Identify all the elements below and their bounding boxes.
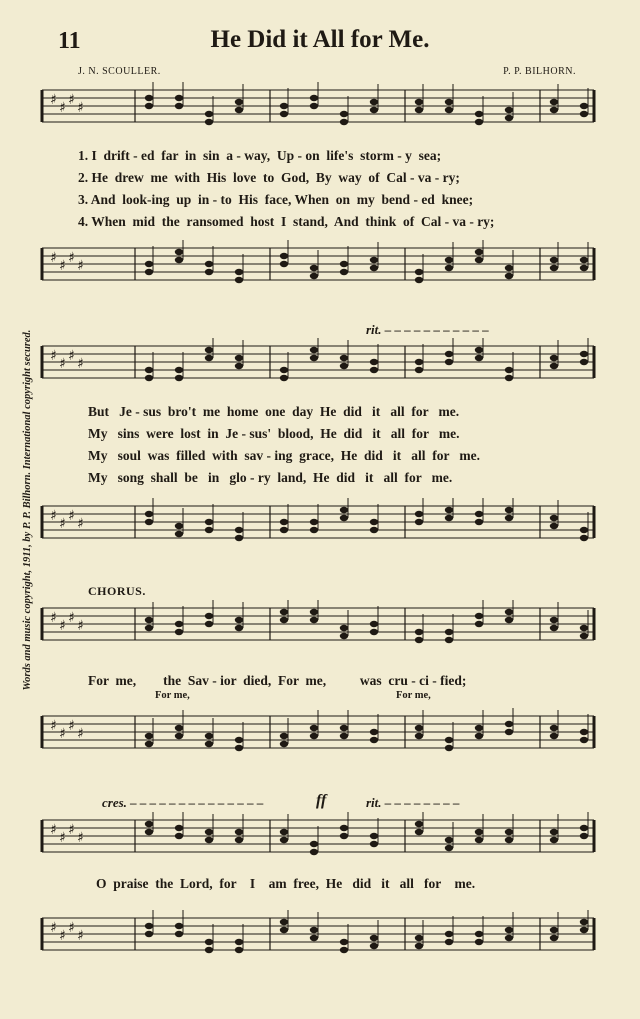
note-head bbox=[415, 943, 423, 949]
note-head bbox=[280, 103, 288, 109]
sharp-sign: ♯ bbox=[68, 822, 75, 838]
note-head bbox=[310, 347, 318, 353]
note-head bbox=[145, 821, 153, 827]
sharp-sign: ♯ bbox=[77, 830, 84, 846]
note-head bbox=[145, 923, 153, 929]
sharp-sign: ♯ bbox=[77, 516, 84, 532]
note-head bbox=[550, 257, 558, 263]
note-head bbox=[280, 919, 288, 925]
note-head bbox=[235, 107, 243, 113]
note-head bbox=[340, 825, 348, 831]
cres-marking: cres. – – – – – – – – – – – – – – bbox=[102, 795, 264, 810]
sharp-sign: ♯ bbox=[68, 718, 75, 734]
note-head bbox=[340, 633, 348, 639]
note-head bbox=[505, 107, 513, 113]
note-head bbox=[235, 527, 243, 533]
note-head bbox=[580, 265, 588, 271]
note-head bbox=[175, 103, 183, 109]
note-head bbox=[475, 355, 483, 361]
note-head bbox=[415, 269, 423, 275]
sharp-sign: ♯ bbox=[59, 100, 66, 116]
note-head bbox=[550, 927, 558, 933]
note-head bbox=[475, 511, 483, 517]
note-head bbox=[505, 729, 513, 735]
note-head bbox=[505, 935, 513, 941]
sharp-sign: ♯ bbox=[59, 928, 66, 944]
note-head bbox=[175, 95, 183, 101]
note-head bbox=[580, 729, 588, 735]
note-head bbox=[205, 261, 213, 267]
note-head bbox=[475, 837, 483, 843]
note-head bbox=[340, 625, 348, 631]
note-head bbox=[205, 613, 213, 619]
note-head bbox=[175, 833, 183, 839]
sharp-sign: ♯ bbox=[77, 258, 84, 274]
note-head bbox=[310, 519, 318, 525]
final-line: O praise the Lord, for I am free, He did it all for me. bbox=[96, 876, 476, 891]
note-head bbox=[145, 103, 153, 109]
note-head bbox=[175, 249, 183, 255]
note-head bbox=[475, 519, 483, 525]
note-head bbox=[505, 115, 513, 121]
note-head bbox=[145, 367, 153, 373]
sharp-sign: ♯ bbox=[50, 348, 57, 364]
note-head bbox=[550, 99, 558, 105]
note-head bbox=[280, 261, 288, 267]
staff-bass-3 bbox=[40, 708, 596, 764]
chorus-echo-1: For me, bbox=[155, 690, 190, 701]
note-head bbox=[310, 849, 318, 855]
note-head bbox=[415, 733, 423, 739]
note-head bbox=[370, 107, 378, 113]
copyright-notice: Words and music copyright, 1911, by P. P. Bilhorn. International copyright secured. bbox=[22, 329, 33, 691]
note-head bbox=[445, 637, 453, 643]
note-head bbox=[415, 511, 423, 517]
note-head bbox=[310, 265, 318, 271]
note-head bbox=[235, 947, 243, 953]
note-head bbox=[505, 367, 513, 373]
note-head bbox=[550, 837, 558, 843]
note-head bbox=[415, 107, 423, 113]
note-head bbox=[235, 363, 243, 369]
note-head bbox=[445, 99, 453, 105]
note-head bbox=[415, 821, 423, 827]
note-head bbox=[310, 935, 318, 941]
note-head bbox=[580, 625, 588, 631]
verse-line-3: 3. And look-ing up in - to His face, When on my bend - ed knee; bbox=[78, 192, 474, 207]
note-head bbox=[340, 733, 348, 739]
note-head bbox=[175, 825, 183, 831]
note-head bbox=[550, 355, 558, 361]
sharp-sign: ♯ bbox=[59, 830, 66, 846]
staff-treble-1 bbox=[40, 82, 596, 138]
note-head bbox=[145, 741, 153, 747]
note-head bbox=[280, 253, 288, 259]
hymn-title: He Did it All for Me. bbox=[210, 26, 430, 53]
note-head bbox=[580, 633, 588, 639]
note-head bbox=[205, 347, 213, 353]
note-head bbox=[280, 375, 288, 381]
note-head bbox=[280, 927, 288, 933]
note-head bbox=[550, 265, 558, 271]
note-head bbox=[175, 367, 183, 373]
note-head bbox=[310, 95, 318, 101]
staff-bass-2 bbox=[40, 498, 596, 554]
note-head bbox=[505, 837, 513, 843]
note-head bbox=[175, 621, 183, 627]
rit-marking: rit. – – – – – – – – – – – bbox=[366, 322, 489, 337]
note-head bbox=[340, 363, 348, 369]
note-head bbox=[475, 249, 483, 255]
note-head bbox=[145, 617, 153, 623]
note-head bbox=[445, 745, 453, 751]
note-head bbox=[445, 107, 453, 113]
sharp-sign: ♯ bbox=[50, 610, 57, 626]
lyricist-credit: J. N. SCOULLER. bbox=[78, 66, 161, 77]
note-head bbox=[475, 257, 483, 263]
note-head bbox=[235, 737, 243, 743]
note-head bbox=[475, 939, 483, 945]
chorus-line: For me, the Sav - ior died, For me, was cru - ci - fied; bbox=[88, 673, 467, 688]
note-head bbox=[475, 725, 483, 731]
refrain-line-4: My song shall be in glo - ry land, He did it all for me. bbox=[88, 470, 453, 485]
note-head bbox=[445, 837, 453, 843]
note-head bbox=[580, 359, 588, 365]
note-head bbox=[445, 931, 453, 937]
sharp-sign: ♯ bbox=[68, 348, 75, 364]
sharp-sign: ♯ bbox=[68, 250, 75, 266]
note-head bbox=[340, 833, 348, 839]
note-head bbox=[550, 515, 558, 521]
note-head bbox=[340, 119, 348, 125]
note-head bbox=[175, 931, 183, 937]
sharp-sign: ♯ bbox=[50, 92, 57, 108]
note-head bbox=[580, 833, 588, 839]
note-head bbox=[145, 261, 153, 267]
note-head bbox=[145, 269, 153, 275]
note-head bbox=[370, 359, 378, 365]
note-head bbox=[280, 837, 288, 843]
note-head bbox=[445, 351, 453, 357]
note-head bbox=[280, 519, 288, 525]
note-head bbox=[310, 927, 318, 933]
note-head bbox=[310, 103, 318, 109]
sharp-sign: ♯ bbox=[68, 610, 75, 626]
note-head bbox=[580, 103, 588, 109]
ff-marking: ff bbox=[316, 792, 327, 809]
note-head bbox=[175, 733, 183, 739]
note-head bbox=[505, 273, 513, 279]
sharp-sign: ♯ bbox=[68, 508, 75, 524]
note-head bbox=[175, 523, 183, 529]
note-head bbox=[175, 629, 183, 635]
note-head bbox=[235, 617, 243, 623]
note-head bbox=[145, 931, 153, 937]
note-head bbox=[415, 519, 423, 525]
note-head bbox=[175, 375, 183, 381]
sharp-sign: ♯ bbox=[59, 726, 66, 742]
note-head bbox=[175, 531, 183, 537]
note-head bbox=[370, 833, 378, 839]
sharp-sign: ♯ bbox=[50, 250, 57, 266]
note-head bbox=[550, 625, 558, 631]
note-head bbox=[235, 535, 243, 541]
note-head bbox=[415, 359, 423, 365]
note-head bbox=[370, 265, 378, 271]
note-head bbox=[505, 927, 513, 933]
note-head bbox=[235, 625, 243, 631]
note-head bbox=[445, 939, 453, 945]
staff-treble-2 bbox=[40, 338, 596, 394]
note-head bbox=[550, 733, 558, 739]
note-head bbox=[145, 733, 153, 739]
note-head bbox=[175, 725, 183, 731]
note-head bbox=[445, 845, 453, 851]
note-head bbox=[475, 347, 483, 353]
note-head bbox=[415, 367, 423, 373]
note-head bbox=[280, 741, 288, 747]
note-head bbox=[340, 507, 348, 513]
note-head bbox=[145, 625, 153, 631]
note-head bbox=[415, 637, 423, 643]
note-head bbox=[415, 725, 423, 731]
note-head bbox=[205, 111, 213, 117]
note-head bbox=[415, 629, 423, 635]
note-head bbox=[580, 825, 588, 831]
note-head bbox=[415, 829, 423, 835]
composer-credit: P. P. BILHORN. bbox=[503, 66, 576, 77]
note-head bbox=[370, 841, 378, 847]
note-head bbox=[205, 741, 213, 747]
note-head bbox=[205, 269, 213, 275]
note-head bbox=[370, 935, 378, 941]
note-head bbox=[205, 733, 213, 739]
hymn-number: 11 bbox=[58, 28, 81, 54]
sharp-sign: ♯ bbox=[68, 920, 75, 936]
note-head bbox=[205, 519, 213, 525]
note-head bbox=[580, 919, 588, 925]
note-head bbox=[550, 363, 558, 369]
sharp-sign: ♯ bbox=[77, 100, 84, 116]
note-head bbox=[310, 609, 318, 615]
note-head bbox=[145, 511, 153, 517]
note-head bbox=[370, 729, 378, 735]
note-head bbox=[205, 527, 213, 533]
note-head bbox=[445, 265, 453, 271]
note-head bbox=[580, 535, 588, 541]
note-head bbox=[340, 725, 348, 731]
note-head bbox=[505, 617, 513, 623]
verse-line-4: 4. When mid the ransomed host I stand, And think of Cal - va - ry; bbox=[78, 214, 495, 229]
note-head bbox=[370, 943, 378, 949]
note-head bbox=[580, 527, 588, 533]
note-head bbox=[370, 99, 378, 105]
note-head bbox=[340, 939, 348, 945]
note-head bbox=[445, 737, 453, 743]
note-head bbox=[280, 367, 288, 373]
note-head bbox=[550, 107, 558, 113]
staff-bass-4 bbox=[40, 910, 596, 966]
staff-treble-3 bbox=[40, 600, 596, 656]
note-head bbox=[580, 111, 588, 117]
sharp-sign: ♯ bbox=[59, 516, 66, 532]
note-head bbox=[370, 257, 378, 263]
note-head bbox=[205, 939, 213, 945]
note-head bbox=[205, 829, 213, 835]
note-head bbox=[475, 733, 483, 739]
note-head bbox=[145, 519, 153, 525]
note-head bbox=[310, 273, 318, 279]
note-head bbox=[475, 829, 483, 835]
chorus-echo-2: For me, bbox=[396, 690, 431, 701]
note-head bbox=[475, 931, 483, 937]
note-head bbox=[340, 515, 348, 521]
note-head bbox=[235, 837, 243, 843]
refrain-line-3: My soul was filled with sav - ing grace, He did it all for me. bbox=[88, 448, 480, 463]
verse-line-1: 1. I drift - ed far in sin a - way, Up - on life's storm - y sea; bbox=[78, 148, 442, 163]
note-head bbox=[340, 355, 348, 361]
note-head bbox=[310, 841, 318, 847]
note-head bbox=[310, 355, 318, 361]
note-head bbox=[475, 111, 483, 117]
sharp-sign: ♯ bbox=[59, 618, 66, 634]
note-head bbox=[280, 733, 288, 739]
note-head bbox=[235, 939, 243, 945]
note-head bbox=[235, 355, 243, 361]
sharp-sign: ♯ bbox=[68, 92, 75, 108]
sharp-sign: ♯ bbox=[59, 258, 66, 274]
note-head bbox=[505, 609, 513, 615]
note-head bbox=[340, 947, 348, 953]
sharp-sign: ♯ bbox=[77, 618, 84, 634]
note-head bbox=[205, 119, 213, 125]
note-head bbox=[580, 351, 588, 357]
note-head bbox=[580, 927, 588, 933]
note-head bbox=[475, 119, 483, 125]
sharp-sign: ♯ bbox=[50, 718, 57, 734]
rit-marking-2: rit. – – – – – – – – bbox=[366, 795, 460, 810]
note-head bbox=[205, 837, 213, 843]
sharp-sign: ♯ bbox=[50, 822, 57, 838]
note-head bbox=[505, 515, 513, 521]
note-head bbox=[145, 375, 153, 381]
note-head bbox=[280, 111, 288, 117]
note-head bbox=[280, 609, 288, 615]
refrain-line-2: My sins were lost in Je - sus' blood, He did it all for me. bbox=[88, 426, 460, 441]
note-head bbox=[505, 829, 513, 835]
sharp-sign: ♯ bbox=[50, 508, 57, 524]
note-head bbox=[445, 515, 453, 521]
note-head bbox=[145, 829, 153, 835]
note-head bbox=[280, 829, 288, 835]
note-head bbox=[370, 527, 378, 533]
note-head bbox=[475, 621, 483, 627]
note-head bbox=[580, 257, 588, 263]
note-head bbox=[175, 257, 183, 263]
note-head bbox=[550, 523, 558, 529]
staff-bass-1 bbox=[40, 240, 596, 296]
note-head bbox=[235, 745, 243, 751]
note-head bbox=[280, 527, 288, 533]
note-head bbox=[415, 277, 423, 283]
sharp-sign: ♯ bbox=[50, 920, 57, 936]
note-head bbox=[235, 99, 243, 105]
note-head bbox=[505, 265, 513, 271]
note-head bbox=[550, 829, 558, 835]
note-head bbox=[235, 269, 243, 275]
note-head bbox=[370, 629, 378, 635]
note-head bbox=[370, 621, 378, 627]
note-head bbox=[310, 725, 318, 731]
note-head bbox=[235, 277, 243, 283]
chorus-heading: CHORUS. bbox=[88, 584, 146, 598]
note-head bbox=[445, 629, 453, 635]
note-head bbox=[340, 269, 348, 275]
note-head bbox=[205, 621, 213, 627]
sharp-sign: ♯ bbox=[77, 356, 84, 372]
note-head bbox=[370, 737, 378, 743]
refrain-line-1: But Je - sus bro't me home one day He did it all for me. bbox=[88, 404, 460, 419]
note-head bbox=[235, 829, 243, 835]
note-head bbox=[340, 111, 348, 117]
note-head bbox=[340, 261, 348, 267]
note-head bbox=[505, 375, 513, 381]
note-head bbox=[505, 721, 513, 727]
note-head bbox=[310, 733, 318, 739]
note-head bbox=[310, 617, 318, 623]
note-head bbox=[415, 935, 423, 941]
note-head bbox=[370, 367, 378, 373]
note-head bbox=[550, 935, 558, 941]
note-head bbox=[205, 355, 213, 361]
note-head bbox=[415, 99, 423, 105]
note-head bbox=[445, 359, 453, 365]
staff-treble-4 bbox=[40, 812, 596, 868]
sharp-sign: ♯ bbox=[59, 356, 66, 372]
note-head bbox=[550, 617, 558, 623]
note-head bbox=[175, 923, 183, 929]
sharp-sign: ♯ bbox=[77, 928, 84, 944]
note-head bbox=[445, 507, 453, 513]
note-head bbox=[505, 507, 513, 513]
note-head bbox=[445, 257, 453, 263]
verse-line-2: 2. He drew me with His love to God, By way of Cal - va - ry; bbox=[78, 170, 460, 185]
note-head bbox=[550, 725, 558, 731]
note-head bbox=[310, 527, 318, 533]
note-head bbox=[205, 947, 213, 953]
note-head bbox=[145, 95, 153, 101]
note-head bbox=[280, 617, 288, 623]
note-head bbox=[370, 519, 378, 525]
sharp-sign: ♯ bbox=[77, 726, 84, 742]
note-head bbox=[475, 613, 483, 619]
note-head bbox=[580, 737, 588, 743]
